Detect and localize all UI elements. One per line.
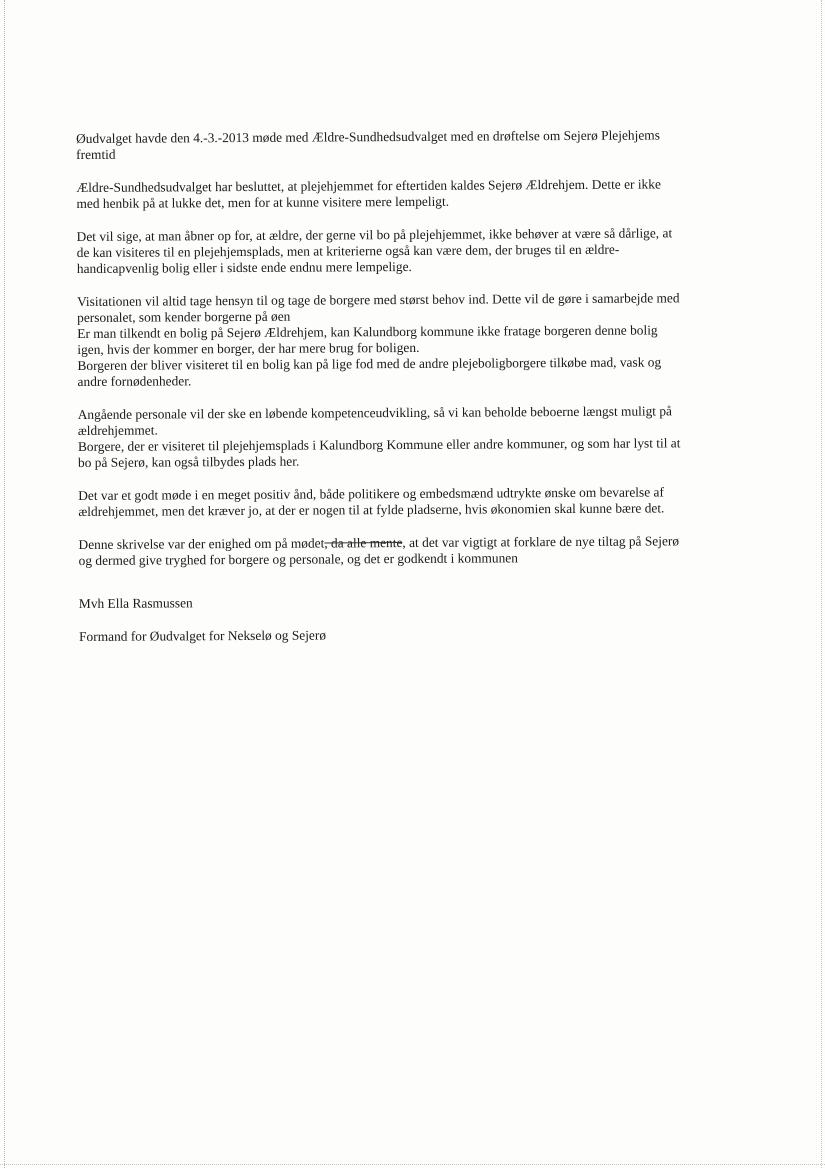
paragraph-visitation [77, 290, 778, 390]
text-line: Øudvalget havde den 4.-3.-2013 møde med Ældre-Sundhedsudvalget med en drøftelse om Sejerø Plejehjems [76, 127, 660, 146]
paragraph-staff [78, 403, 778, 471]
text-line: Er man tilkendt en bolig på Sejerø Ældrehjem, kan Kalundborg kommune ikke fratage borgeren denne bolig [77, 322, 658, 341]
scan-edge-right [821, 0, 822, 1168]
text-line: Visitationen vil altid tage hensyn til og tage de borgere med størst behov ind. Dette vil de gøre i samarbejde med [76, 290, 680, 309]
text-line: Det var et godt møde i en meget positiv ånd, både politikere og embedsmænd udtrykte ønske om bevarelse af [78, 484, 664, 503]
text-line: Borgeren der bliver visiteret til en bolig kan på lige fod med de andre plejeboligborgere tilkøbe mad, vask og [77, 354, 662, 373]
text-line: personalet, som kender borgerne på øen [77, 308, 291, 325]
paragraph-criteria [77, 225, 777, 277]
text-line: andre fornødenheder. [77, 373, 192, 389]
paragraph-agreement [78, 533, 778, 569]
signature-title: Formand for Øudvalget for Nekselø og Sejerø [79, 627, 327, 644]
paragraph-meeting-intro [76, 127, 776, 163]
text-line: fremtid [76, 146, 116, 162]
scan-edge-left [4, 0, 5, 1168]
signature-name: Mvh Ella Rasmussen [78, 595, 193, 611]
text-line: med henbik på at lukke det, men for at kunne visitere mere lempeligt. [76, 193, 450, 211]
text-line: bo på Sejerø, kan også tilbydes plads her. [77, 453, 300, 470]
text-line: de kan visiteres til en plejehjemsplads, men at kriterierne også kan være dem, der bruges til en ældre- [76, 241, 620, 260]
text-line: Ældre-Sundhedsudvalget har besluttet, at plejehjemmet for eftertiden kaldes Sejerø Ældrehjem. Dette er ikke [76, 176, 661, 195]
text-line: igen, hvis der kommer en borger, der har mere brug for boligen. [77, 339, 420, 357]
text-segment: Denne skrivelse var der enighed om på mødet [78, 535, 325, 552]
paragraph-renaming [76, 176, 776, 212]
text-segment: , at det var vigtigt at forklare de nye tiltag på Sejerø [402, 533, 680, 551]
paragraph-meeting-summary [78, 484, 778, 520]
text-line: handicapvenlig bolig eller i sidste ende endnu mere lempelige. [76, 258, 412, 276]
text-line: Det vil sige, at man åbner op for, at ældre, der gerne vil bo på plejehjemmet, ikke behøver at være så dårlige, at [76, 225, 673, 244]
letter-body [76, 127, 779, 662]
text-line: ældrehjemmet. [77, 422, 158, 438]
text-line: og dermed give tryghed for borgere og personale, og det er godkendt i kommunen [78, 550, 518, 568]
text-line: ældrehjemmet, men det kræver jo, at der er nogen til at fylde pladserne, hvis økonomien skal kunne bære det. [78, 500, 665, 519]
struck-out-text: , da alle mente [324, 535, 403, 551]
scan-edge-bottom [0, 1164, 825, 1165]
text-line: Angående personale vil der ske en løbende kompetenceudvikling, så vi kan beholde beboerne længst muligt på [77, 403, 673, 422]
text-line: Borgere, der er visiteret til plejehjemsplads i Kalundborg Kommune eller andre kommuner, og som har lyst til at [77, 435, 681, 454]
